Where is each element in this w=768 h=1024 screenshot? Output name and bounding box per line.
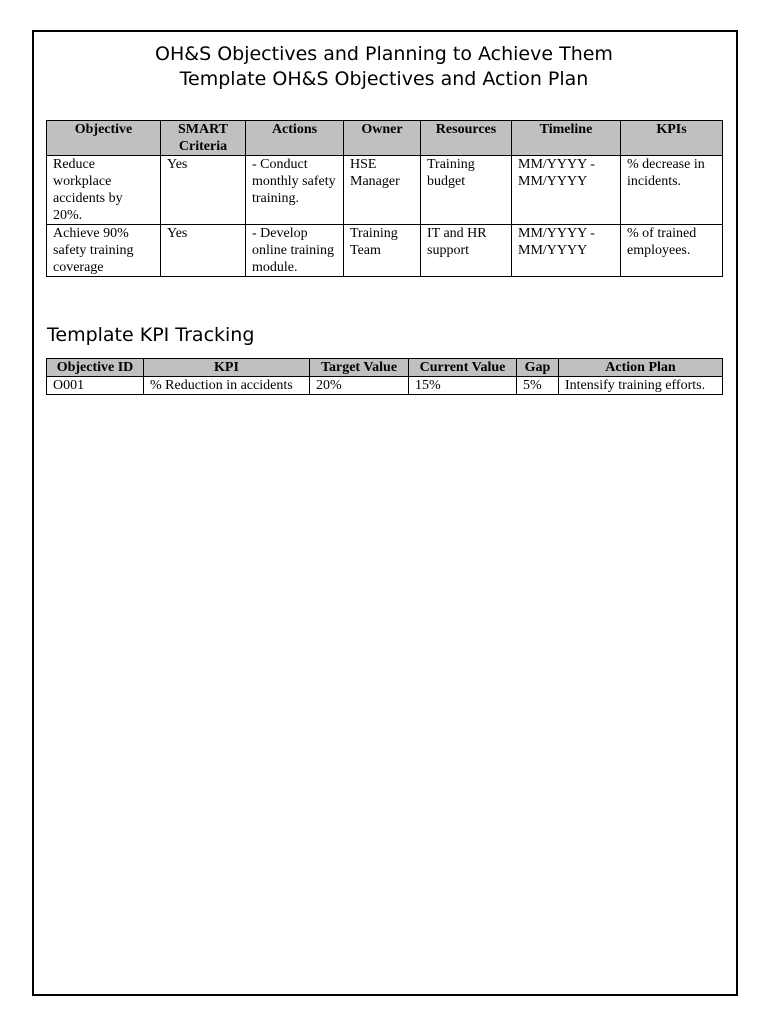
cell-action-plan: Intensify training efforts. <box>559 377 723 395</box>
cell-actions: - Conduct monthly safety training. <box>246 156 344 225</box>
column-header-kpi: KPI <box>144 359 310 377</box>
cell-resources: IT and HR support <box>421 225 512 277</box>
kpi-tracking-heading: Template KPI Tracking <box>47 324 255 346</box>
cell-owner: HSE Manager <box>344 156 421 225</box>
document-title <box>32 42 736 92</box>
column-header-owner: Owner <box>344 121 421 156</box>
table-header-row <box>47 121 723 156</box>
cell-smart-criteria: Yes <box>161 225 246 277</box>
kpi-tracking-table <box>46 358 723 395</box>
title-line-2: Template OH&S Objectives and Action Plan <box>179 68 589 90</box>
column-header-smart-criteria: SMART Criteria <box>161 121 246 156</box>
cell-smart-criteria: Yes <box>161 156 246 225</box>
cell-actions: - Develop online training module. <box>246 225 344 277</box>
column-header-objective-id: Objective ID <box>47 359 144 377</box>
column-header-kpis: KPIs <box>621 121 723 156</box>
column-header-current-value: Current Value <box>409 359 517 377</box>
column-header-resources: Resources <box>421 121 512 156</box>
table-row <box>47 156 723 225</box>
cell-owner: Training Team <box>344 225 421 277</box>
cell-current-value: 15% <box>409 377 517 395</box>
table-row <box>47 377 723 395</box>
cell-kpi: % Reduction in accidents <box>144 377 310 395</box>
cell-kpis: % of trained employees. <box>621 225 723 277</box>
column-header-action-plan: Action Plan <box>559 359 723 377</box>
cell-target-value: 20% <box>310 377 409 395</box>
objectives-action-plan-table <box>46 120 723 277</box>
cell-objective-id: O001 <box>47 377 144 395</box>
column-header-target-value: Target Value <box>310 359 409 377</box>
cell-gap: 5% <box>517 377 559 395</box>
table-row <box>47 225 723 277</box>
column-header-objective: Objective <box>47 121 161 156</box>
cell-timeline: MM/YYYY - MM/YYYY <box>512 156 621 225</box>
cell-timeline: MM/YYYY - MM/YYYY <box>512 225 621 277</box>
cell-resources: Training budget <box>421 156 512 225</box>
table-header-row <box>47 359 723 377</box>
column-header-actions: Actions <box>246 121 344 156</box>
column-header-timeline: Timeline <box>512 121 621 156</box>
column-header-gap: Gap <box>517 359 559 377</box>
title-line-1: OH&S Objectives and Planning to Achieve Them <box>155 43 613 65</box>
cell-kpis: % decrease in incidents. <box>621 156 723 225</box>
cell-objective: Reduce workplace accidents by 20%. <box>47 156 161 225</box>
cell-objective: Achieve 90% safety training coverage <box>47 225 161 277</box>
